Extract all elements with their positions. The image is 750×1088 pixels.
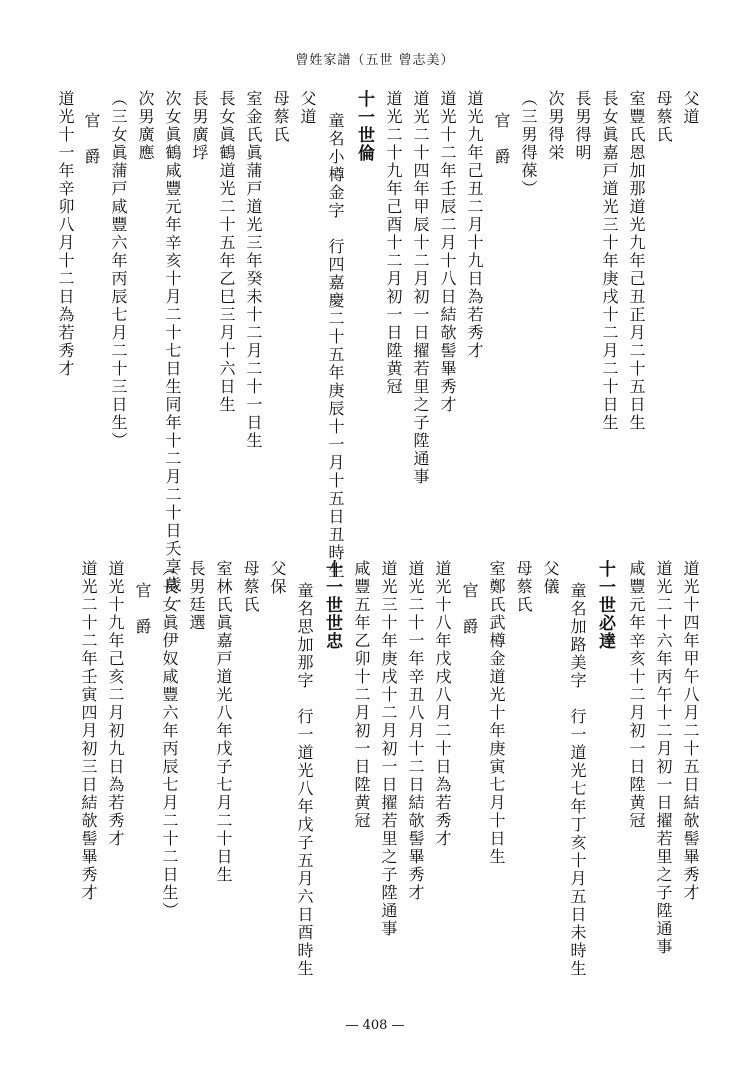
text-column: 母蔡氏 xyxy=(241,560,260,614)
text-column: 道光二十九年己酉十二月初一日陞黄冠 xyxy=(384,90,403,396)
text-column: 長男得明 xyxy=(573,90,592,162)
text-column: 道光十一年辛卯八月十二日為若秀才 xyxy=(56,90,75,378)
text-column: 父道 xyxy=(298,90,317,126)
text-column: 室金氏眞蒲戸道光三年癸未十二月二十一日生 xyxy=(244,90,263,450)
text-column: 童名加路美字 行一道光七年丁亥十月五日未時生 xyxy=(568,582,587,978)
text-column: 官 爵 xyxy=(133,582,152,636)
text-column: 次男得栄 xyxy=(546,90,565,162)
text-column: 道光二十四年甲辰十二月初一日擢若里之子陞通事 xyxy=(411,90,430,486)
text-column: 道光九年己丑二月十九日為若秀才 xyxy=(465,90,484,360)
text-column: 室林氏眞嘉戸道光八年戊子七月二十日生 xyxy=(214,560,233,884)
text-column: 道光二十六年丙午十二月初一日擢若里之子陞通事 xyxy=(654,560,673,956)
text-column: 次男廣應 xyxy=(136,90,155,162)
text-column: 父保 xyxy=(268,560,287,596)
text-column: 母蔡氏 xyxy=(271,90,290,144)
text-column: 咸豐元年辛亥十二月初一日陞黄冠 xyxy=(627,560,646,830)
text-column: 道光三十年庚戌十二月初一日擢若里之子陞通事 xyxy=(379,560,398,938)
page-header-title: 曾姓家譜（五世 曾志美） xyxy=(295,53,455,68)
text-column: 次女眞鶴咸豐元年辛亥十月二十七日生同年十二月二十日夭享歳一 xyxy=(163,90,182,612)
text-column: 道光十九年己亥二月初九日為若秀才 xyxy=(106,560,125,848)
text-column: 官 爵 xyxy=(460,582,479,636)
text-column: 道光二十二年壬寅四月初三日結欹髻畢秀才 xyxy=(79,560,98,902)
text-column: 官 爵 xyxy=(492,112,511,166)
generation-heading: 十一世必達 xyxy=(595,560,615,650)
text-column: 長男廷選 xyxy=(187,560,206,632)
text-column: 室豐氏恩加那道光九年己丑正月二十五日生 xyxy=(627,90,646,432)
text-column: 官 爵 xyxy=(82,112,101,166)
text-column: （長女眞伊奴咸豐六年丙辰七月二十二日生） xyxy=(160,560,179,920)
generation-heading: 十一世倫 xyxy=(354,90,374,162)
text-column: 道光十四年甲午八月二十五日結欹髻畢秀才 xyxy=(681,560,700,902)
text-column: 童名思加那字 行一道光八年戊子五月六日酉時生 xyxy=(295,582,314,978)
text-column: 童名小樽金字 行四嘉慶二十五年庚辰十一月十五日丑時生 xyxy=(326,112,345,580)
text-column: 長女眞鶴道光二十五年乙巳三月十六日生 xyxy=(217,90,236,414)
text-column: 母蔡氏 xyxy=(514,560,533,614)
text-column: 長女眞嘉戸道光三十年庚戌十二月二十日生 xyxy=(600,90,619,432)
genealogy-section-bottom xyxy=(58,560,700,978)
text-column: 父道 xyxy=(681,90,700,126)
text-column: 道光二十一年辛丑八月十二日結欹髻畢秀才 xyxy=(406,560,425,902)
text-column: 母蔡氏 xyxy=(654,90,673,144)
generation-heading: 十一世世忠 xyxy=(322,560,342,650)
text-column: 長男廣垺 xyxy=(190,90,209,162)
text-column: 咸豐五年乙卯十二月初一日陞黄冠 xyxy=(352,560,371,830)
text-column: 道光十二年壬辰二月十八日結欹髻畢秀才 xyxy=(438,90,457,414)
text-column: （三男得葆） xyxy=(519,90,538,198)
page-number: — 408 — xyxy=(345,1018,405,1033)
text-column: （三女眞蒲戸咸豐六年丙辰七月二十三日生） xyxy=(109,90,128,450)
text-column: 父儀 xyxy=(541,560,560,596)
text-column: 室鄭氏武樽金道光十年庚寅七月十日生 xyxy=(487,560,506,866)
text-column: 道光十八年戊戌八月二十日為若秀才 xyxy=(433,560,452,848)
